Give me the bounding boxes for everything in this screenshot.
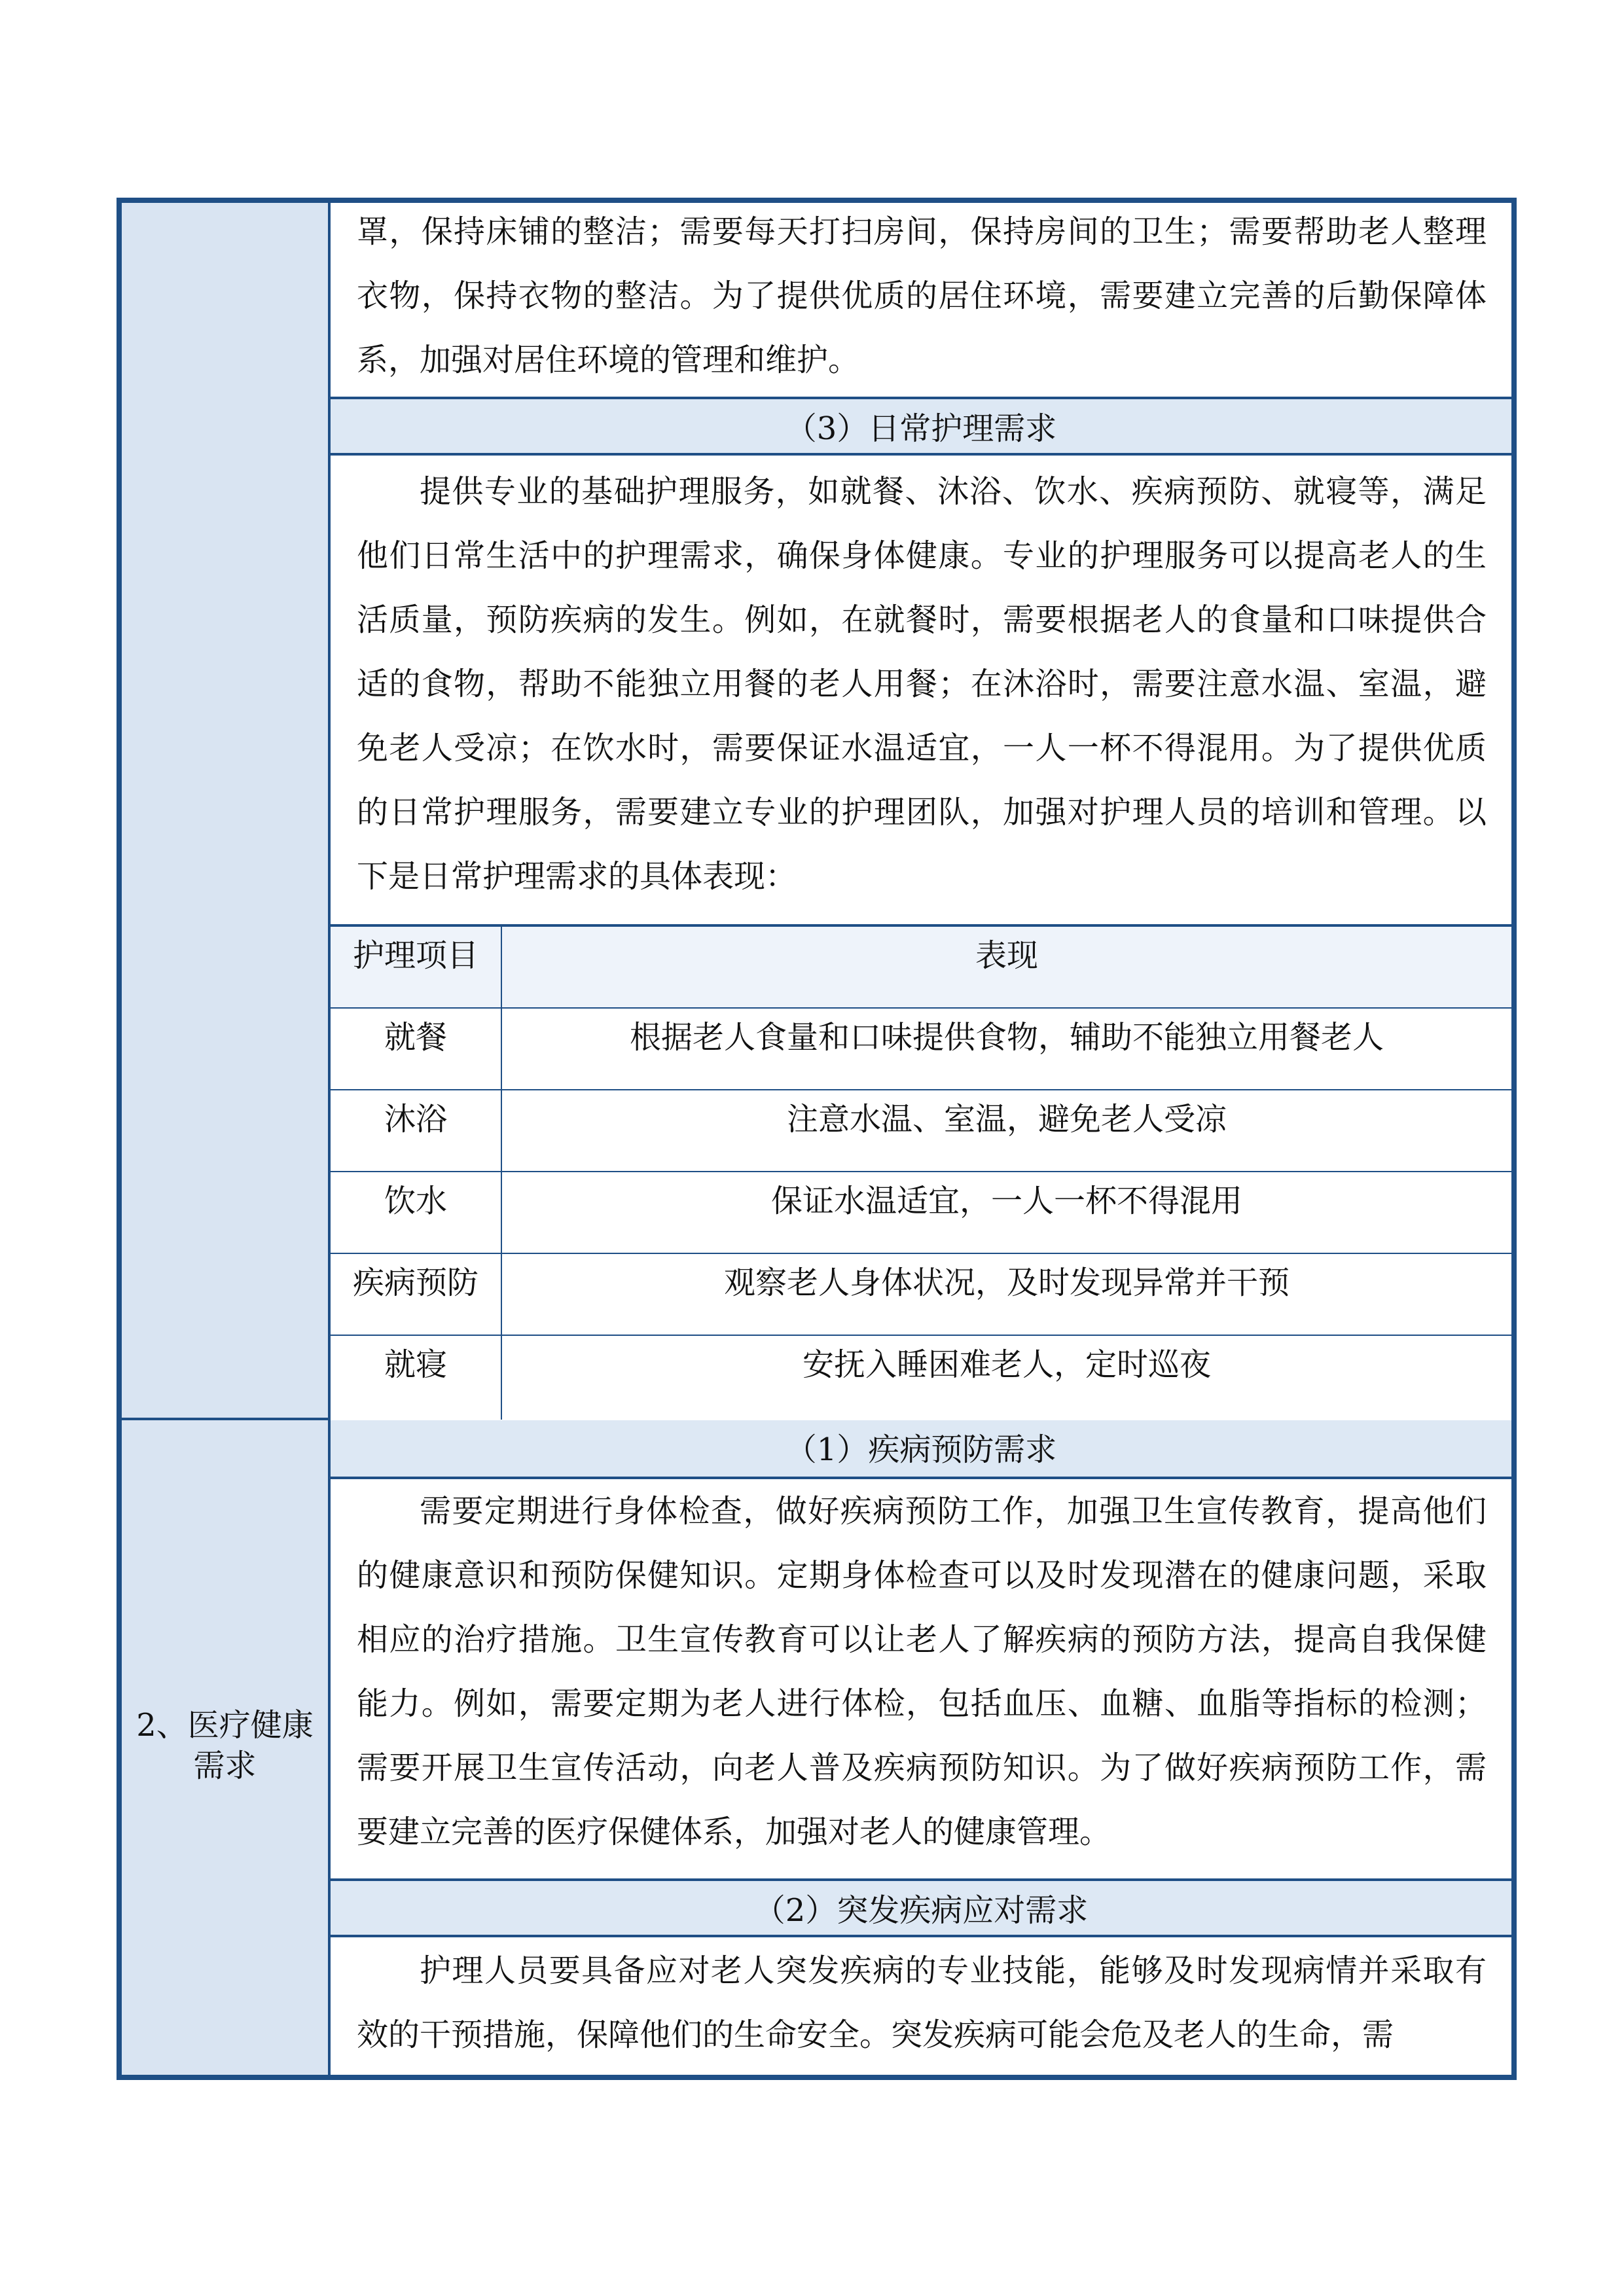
table-cell-item: 饮水 xyxy=(331,1172,502,1253)
table-cell-performance: 注意水温、室温，避免老人受凉 xyxy=(786,1101,1227,1138)
table-row xyxy=(331,1336,1511,1420)
table-row xyxy=(331,1172,1511,1254)
table-header-item: 护理项目 xyxy=(331,927,502,1007)
table-cell-performance: 观察老人身体状况，及时发现异常并干预 xyxy=(723,1265,1290,1301)
daily-care-table xyxy=(331,924,1511,1420)
table-cell-performance: 安抚入睡困难老人，定时巡夜 xyxy=(802,1346,1211,1383)
table-row xyxy=(331,1090,1511,1172)
section1-label-cell xyxy=(122,203,331,1420)
table-header-row xyxy=(331,927,1511,1009)
table-cell-performance: 保证水温适宜，一人一杯不得混用 xyxy=(770,1183,1242,1219)
emergency-heading: （2）突发疾病应对需求 xyxy=(331,1878,1511,1937)
continued-paragraph: 罩，保持床铺的整洁；需要每天打扫房间，保持房间的卫生；需要帮助老人整理衣物，保持衣物的整洁。为了提供优质的居住环境，需要建立完善的后勤保障体系，加强对居住环境的管理和维护。 xyxy=(357,213,1487,378)
table-row xyxy=(331,1009,1511,1090)
emergency-paragraph: 护理人员要具备应对老人突发疾病的专业技能，能够及时发现病情并采取有效的干预措施，保障他们的生命安全。突发疾病可能会危及老人的生命，需 xyxy=(357,1952,1487,2053)
disease-prevention-heading: （1）疾病预防需求 xyxy=(331,1420,1511,1479)
section2-content xyxy=(331,1420,1511,2075)
requirements-table xyxy=(117,198,1517,2080)
table-cell-item: 就寝 xyxy=(331,1336,502,1420)
daily-care-paragraph: 提供专业的基础护理服务，如就餐、沐浴、饮水、疾病预防、就寝等，满足他们日常生活中的护理需求，确保身体健康。专业的护理服务可以提高老人的生活质量，预防疾病的发生。例如，在就餐时，需要根据老人的食量和口味提供合适的食物，帮助不能独立用餐的老人用餐；在沐浴时，需要注意水温、室温，避免老人受凉；在饮水时，需要保证水温适宜，一人一杯不得混用。为了提供优质的日常护理服务，需要建立专业的护理团队，加强对护理人员的培训和管理。以下是日常护理需求的具体表现： xyxy=(357,473,1487,895)
table-cell-item: 疾病预防 xyxy=(331,1254,502,1335)
table-cell-performance: 根据老人食量和口味提供食物，辅助不能独立用餐老人 xyxy=(629,1019,1384,1056)
section2-label: 2、医疗健康需求 xyxy=(136,1707,314,1784)
section1-content xyxy=(331,203,1511,1420)
table-header-performance: 表现 xyxy=(975,937,1038,974)
section2-label-cell xyxy=(122,1420,331,2075)
disease-prevention-paragraph: 需要定期进行身体检查，做好疾病预防工作，加强卫生宣传教育，提高他们的健康意识和预防保健知识。定期身体检查可以及时发现潜在的健康问题，采取相应的治疗措施。卫生宣传教育可以让老人了解疾病的预防方法，提高自我保健能力。例如，需要定期为老人进行体检，包括血压、血糖、血脂等指标的检测；需要开展卫生宣传活动，向老人普及疾病预防知识。为了做好疾病预防工作，需要建立完善的医疗保健体系，加强对老人的健康管理。 xyxy=(357,1493,1487,1850)
table-cell-item: 就餐 xyxy=(331,1009,502,1089)
table-row xyxy=(331,1254,1511,1336)
table-cell-item: 沐浴 xyxy=(331,1090,502,1171)
daily-care-heading: （3）日常护理需求 xyxy=(331,397,1511,456)
